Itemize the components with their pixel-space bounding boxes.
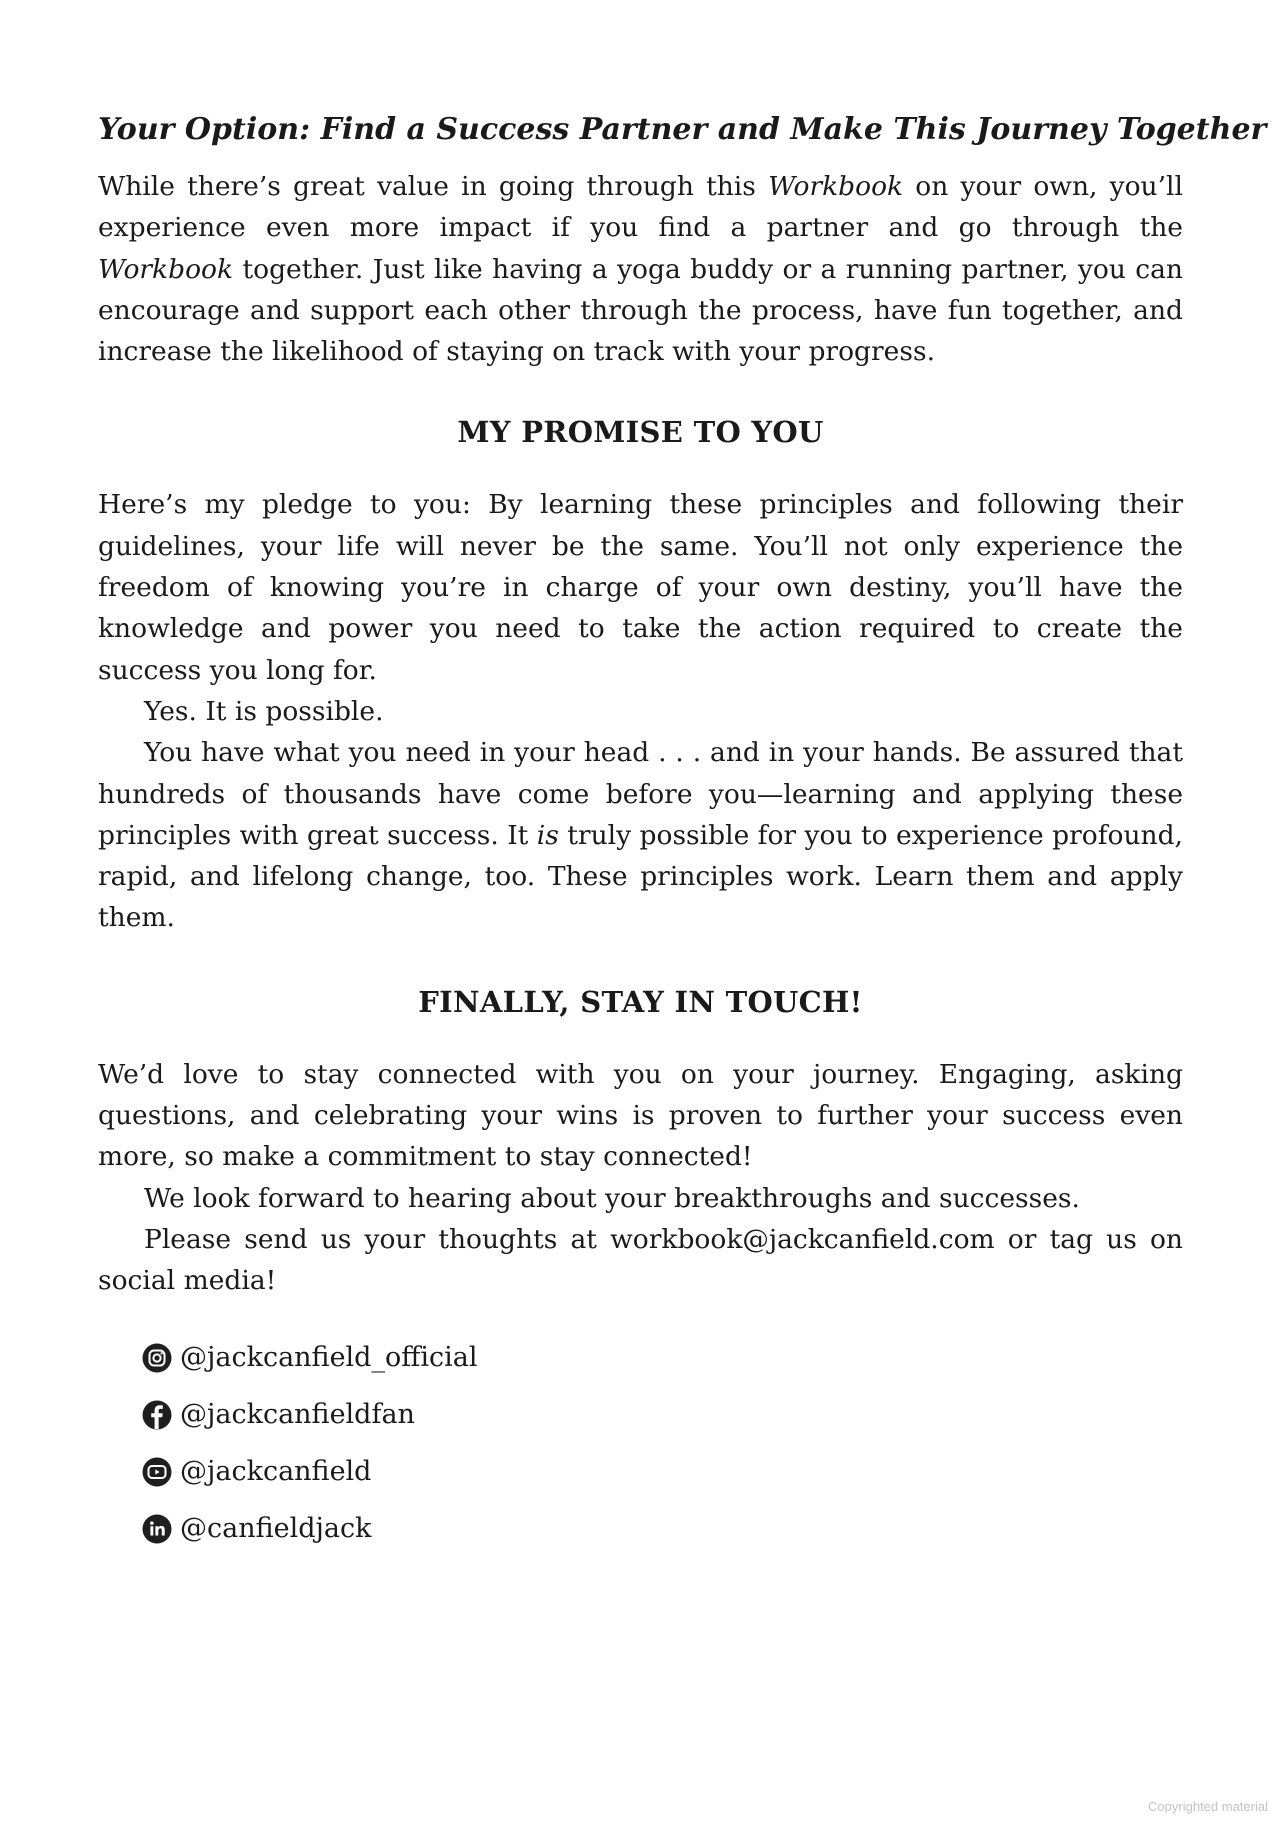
touch-paragraph-3: Please send us your thoughts at workbook@jackcanfield.com or tag us on social media!	[98, 1223, 1183, 1297]
page-content	[98, 104, 1267, 1558]
linkedin-handle: @canfieldjack	[180, 1513, 372, 1545]
workbook-emphasis: Workbook	[768, 171, 904, 202]
text-run: truly possible for you to experience profound, rapid, and lifelong change, too. These principles work. Learn them and apply them.	[98, 819, 1183, 934]
option-heading: Your Option: Find a Success Partner and Make This Journey Together	[98, 112, 1267, 147]
social-list	[98, 1330, 1183, 1558]
text-run: on your own, you’ll experience even more impact if you find a partner and go through the	[98, 171, 1183, 244]
social-item-facebook[interactable]	[142, 1387, 1183, 1444]
youtube-icon	[142, 1457, 172, 1487]
instagram-icon	[142, 1343, 172, 1373]
social-item-instagram[interactable]	[142, 1330, 1183, 1387]
touch-paragraph-1: We’d love to stay connected with you on your journey. Engaging, asking questions, and celebrating your wins is proven to further your success even more, so make a commitment to stay connected!	[98, 1058, 1183, 1173]
text-run: together. Just like having a yoga buddy or a running partner, you can encourage and support each other through the process, have fun together, and increase the likelihood of staying on track with your progress.	[98, 253, 1183, 368]
workbook-emphasis: Workbook	[98, 253, 234, 285]
social-item-linkedin[interactable]	[142, 1501, 1183, 1558]
facebook-icon	[142, 1400, 172, 1430]
promise-title: MY PROMISE TO YOU	[457, 415, 824, 450]
social-item-youtube[interactable]	[142, 1444, 1183, 1501]
stay-in-touch-title: FINALLY, STAY IN TOUCH!	[418, 984, 863, 1019]
touch-paragraph-2: We look forward to hearing about your breakthroughs and successes.	[144, 1182, 1080, 1214]
text-run: You have what you need in your head . . . and in your hands. Be assured that hundreds of thousands have come before you—learning and applying these principles with great success. It	[98, 737, 1183, 851]
option-paragraph	[98, 166, 1183, 372]
instagram-handle: @jackcanfield_official	[180, 1342, 478, 1374]
is-emphasis: is	[536, 819, 559, 851]
text-run: While there’s great value in going through this	[98, 171, 769, 202]
promise-paragraph-3	[98, 732, 1183, 938]
facebook-handle: @jackcanfieldfan	[180, 1399, 415, 1431]
promise-paragraph-2: Yes. It is possible.	[144, 695, 384, 727]
youtube-handle: @jackcanfield	[180, 1456, 372, 1488]
copyright-notice: Copyrighted material	[1148, 1799, 1268, 1814]
promise-paragraph-1: Here’s my pledge to you: By learning these principles and following their guidelines, your life will never be the same. You’ll not only experience the freedom of knowing you’re in charge of your own destiny, you’ll have the knowledge and power you need to take the action required to create the success you long for.	[98, 489, 1183, 686]
linkedin-icon	[142, 1514, 172, 1544]
